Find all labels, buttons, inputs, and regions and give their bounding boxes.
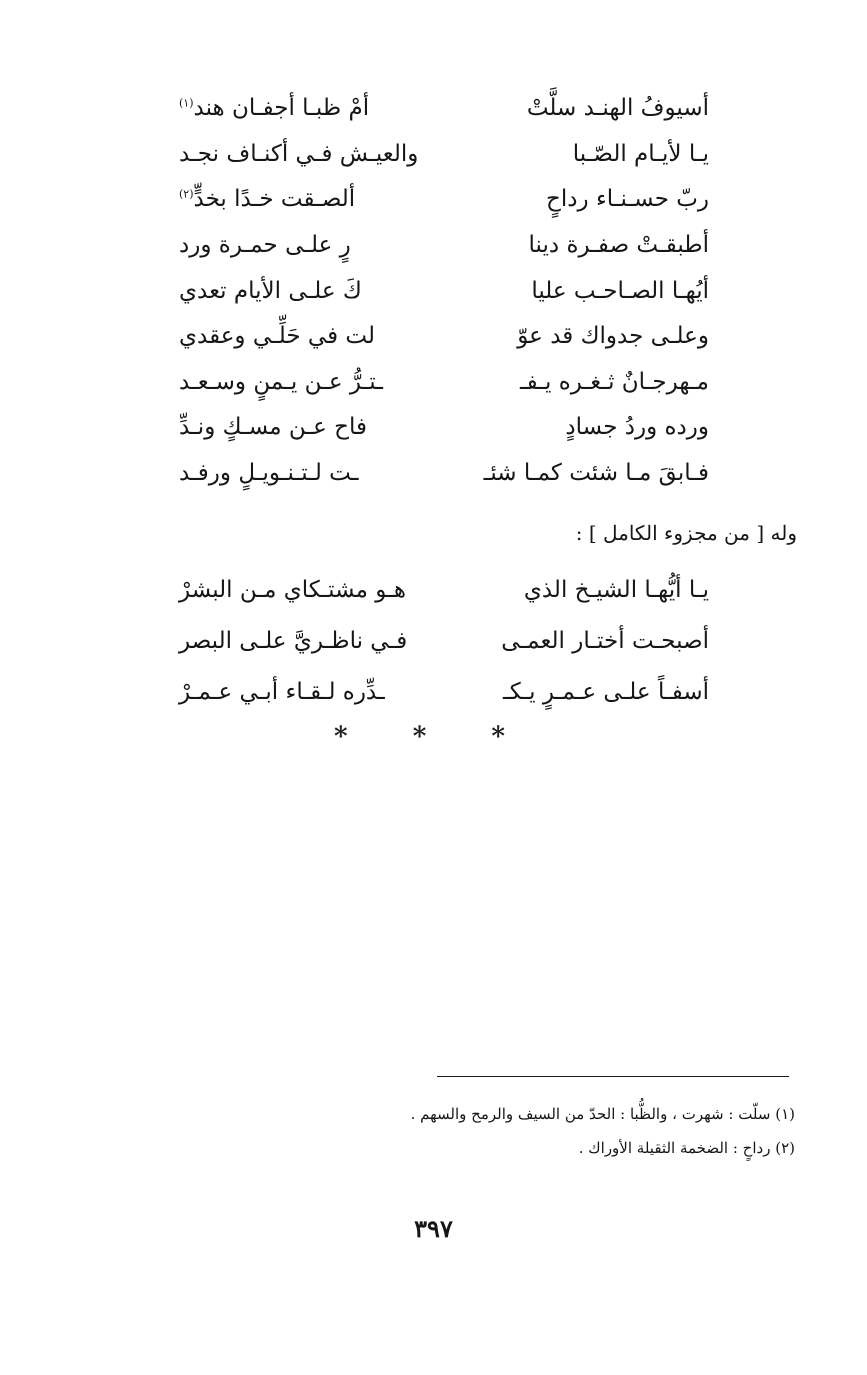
verse-first-hemistich: وعلـى جدواك قد عوّ	[517, 323, 709, 350]
verse-second-hemistich: ـدِّره لـقـاء أبـي عـمـرْ	[179, 678, 385, 705]
verse	[179, 223, 709, 269]
section-separator: * * *	[334, 722, 533, 752]
footnote: (٢) رداحٍ : الضخمة الثقيلة الأوراك .	[578, 1139, 795, 1157]
verse-second-hemistich	[179, 86, 433, 131]
poem-intro-heading: وله [ من مجزوء الكامل ] :	[575, 521, 797, 545]
verse-first-hemistich: ورده وردُ جسادٍ	[565, 414, 709, 441]
verse-second-hemistich: والعيـش فـي أكنـاف نجـد	[179, 140, 419, 167]
verse	[179, 360, 709, 406]
verse-first-hemistich: أسيوفُ الهنـد سلَّتْ	[526, 95, 709, 122]
verse	[179, 177, 709, 223]
footnote-reference: (١)	[179, 96, 194, 110]
verse-first-hemistich: يـا لأيـام الصّـبا	[572, 140, 709, 167]
verse-second-text: ألصـقت خـدًا بخدٍّ	[193, 186, 356, 213]
verse-first-hemistich: أصبحـت أختـار العمـى	[501, 627, 709, 654]
verse	[179, 564, 709, 615]
verse-second-hemistich: ـتـرُّ عـن يـمنٍ وسـعـد	[179, 368, 383, 395]
verse	[179, 86, 709, 132]
verse-second-text: أمْ ظبـا أجفـان هند	[193, 95, 370, 122]
poem-2	[179, 564, 709, 717]
verse-second-hemistich: هـو مشتـكاي مـن البشرْ	[179, 576, 407, 603]
verse-second-hemistich: رٍ علـى حمـرة ورد	[179, 232, 351, 259]
verse-second-hemistich: ـت لـتـنـويـلٍ ورفـد	[179, 460, 359, 487]
verse	[179, 615, 709, 666]
footnote-divider	[437, 1076, 789, 1077]
verse-first-hemistich: مـهرجـانٌ ثـغـره يـفـ	[519, 368, 709, 395]
verse-second-hemistich: لت في حَلِّـي وعقدي	[179, 323, 375, 350]
verse	[179, 268, 709, 314]
verse-second-hemistich: فاح عـن مسـكٍ ونـدِّ	[179, 414, 368, 441]
verse-first-hemistich: أطبقـتْ صفـرة دينا	[528, 232, 709, 259]
verse	[179, 451, 709, 497]
verse	[179, 405, 709, 451]
poem-1	[179, 86, 709, 496]
footnote-reference: (٢)	[179, 187, 194, 201]
page-number: ٣٩٧	[414, 1214, 453, 1243]
verse-first-hemistich: ربّ حسـنـاء رداحٍ	[546, 186, 709, 213]
verse-second-hemistich: كَ علـى الأيام تعدي	[179, 277, 362, 304]
verse	[179, 132, 709, 178]
verse-first-hemistich: أيُهـا الصـاحـب عليا	[531, 277, 709, 304]
verse-first-hemistich: يـا أيُّهـا الشيـخ الذي	[523, 576, 709, 603]
verse	[179, 314, 709, 360]
footnotes	[155, 1097, 795, 1165]
verse-second-hemistich: فـي ناظـريَّ علـى البصر	[179, 627, 408, 654]
verse	[179, 666, 709, 717]
verse-second-hemistich	[179, 177, 433, 222]
footnote: (١) سلّت : شهرت ، والظُّبا : الحدّ من السيف والرمح والسهم .	[410, 1105, 795, 1123]
verse-first-hemistich: أسفـاً علـى عـمـرٍ يـكـ	[503, 678, 709, 705]
verse-first-hemistich: فـابقَ مـا شئت كمـا شئـ	[483, 460, 709, 487]
